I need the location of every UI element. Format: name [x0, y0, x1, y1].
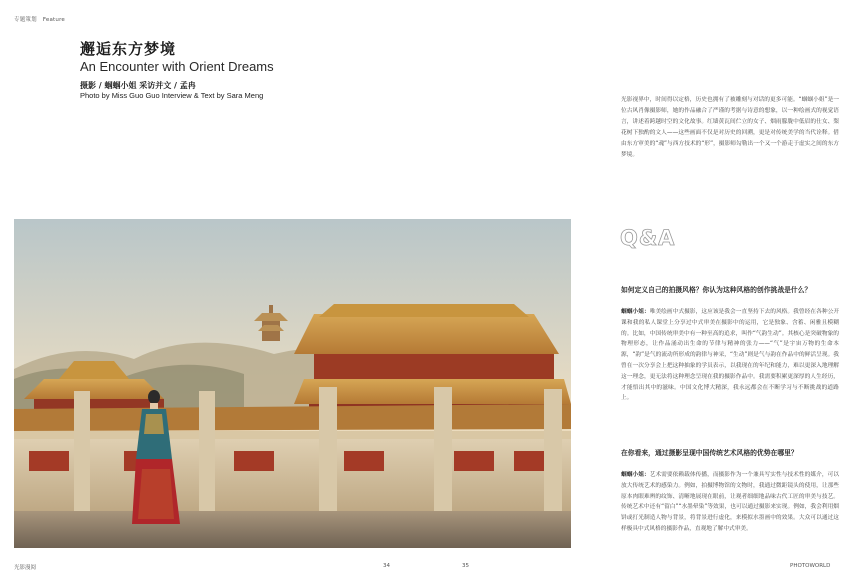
intro-paragraph: 光影视界中，时间得以定格，历史也拥有了被雕刻与对话的更多可能。“蝈蝈小姐”是一位古风肖像摄影师，她的作品融合了严谨的考据与诗意的想象，以一种绘画式的视觉语言，讲述着跨越时空的文化故事。红墙黄瓦间伫立的女子、烟雨朦胧中低眉的仕女、梨花树下独酌的文人——这些画面不仅是对历史的回溯，更是对传统美学的当代诠释。借由东方审美的“魂”与西方技术的“形”，摄影师勾勒出一个又一个游走于虚实之间的东方梦境。 — [621, 97, 839, 158]
section-label-en: Feature — [42, 17, 65, 23]
forbidden-city-photo — [14, 219, 571, 548]
running-head — [14, 15, 71, 23]
credit-line-zh: 摄影 / 蝈蝈小姐 采访并文 / 孟冉 — [80, 81, 196, 90]
question-2: 在你看来，通过摄影呈现中国传统艺术风格的优势在哪里？ — [621, 449, 798, 457]
photo-illustration — [14, 219, 571, 548]
qa-heading: Q&A — [620, 226, 676, 250]
footer-left: 光影漫阅 — [14, 565, 37, 571]
page-number-right: 35 — [462, 563, 469, 569]
section-label-zh: 专题策划 — [14, 17, 37, 23]
answer-2-speaker: 蝈蝈小姐： — [621, 472, 650, 478]
article-title-en: An Encounter with Orient Dreams — [80, 59, 274, 74]
answer-2 — [621, 470, 839, 535]
answer-1-speaker: 蝈蝈小姐： — [621, 309, 650, 315]
page-number-left: 34 — [383, 563, 390, 569]
question-1: 如何定义自己的拍摄风格？你认为这种风格的创作挑战是什么？ — [621, 286, 812, 294]
article-title-zh: 邂逅东方梦境 — [80, 40, 177, 58]
answer-1-text: 唯美绘画中式摄影，这应该是我会一直坚持下去的风格。我曾经在各种公开课和我的私人课堂上分享过中式审美在摄影中的运用，它是独象、含蓄、闲雅且模糊的。比如，中国传统审美中有一种至高的追求，叫作“气韵生动”。其核心是突破物象的物理形态，让作品涌动出生命的节律与精神的张力——“气”是宇宙万物的生命本源，“韵”是气的流动所形成的韵律与神采，“生动”则是气与韵在作品中的鲜活呈现。我曾在一次分享会上把这种抽象的学员表示，以我现在的年纪和能力，难以更深入地理解这一理念，更无法将这种理念呈现在我的摄影作品中。我需要积累更深厚的人生经历，才能悟出其中的滋味。中国文化博大精深，我永远都会在不断学习与不断挑战的道路上。 — [621, 309, 840, 402]
footer-right: PHOTOWORLD — [790, 563, 831, 569]
credit-line-en: Photo by Miss Guo Guo Interview & Text by Sara Meng — [80, 91, 264, 100]
answer-1 — [621, 307, 839, 404]
answer-2-text: 艺术需要依赖载体传播，而摄影作为一个兼具写实性与技术性的媒介，可以放大传统艺术的感染力。例如，拍摄博物馆的文物时，我通过微距镜头的使用，让那些原本肉眼难辨的纹饰、清晰地展现在眼前，让观者细细地品味古代工匠的审美与技艺。传统艺术中还有“留白”“水墨晕染”等效果，也可以通过摄影来实现。例如，我会利用烟饼或打光制造人物与背景，将背景进行虚化，来模拟水墨画中的效果。大众可以通过这样极具中式风格的摄影作品，直观地了解中式审美。 — [621, 472, 840, 532]
